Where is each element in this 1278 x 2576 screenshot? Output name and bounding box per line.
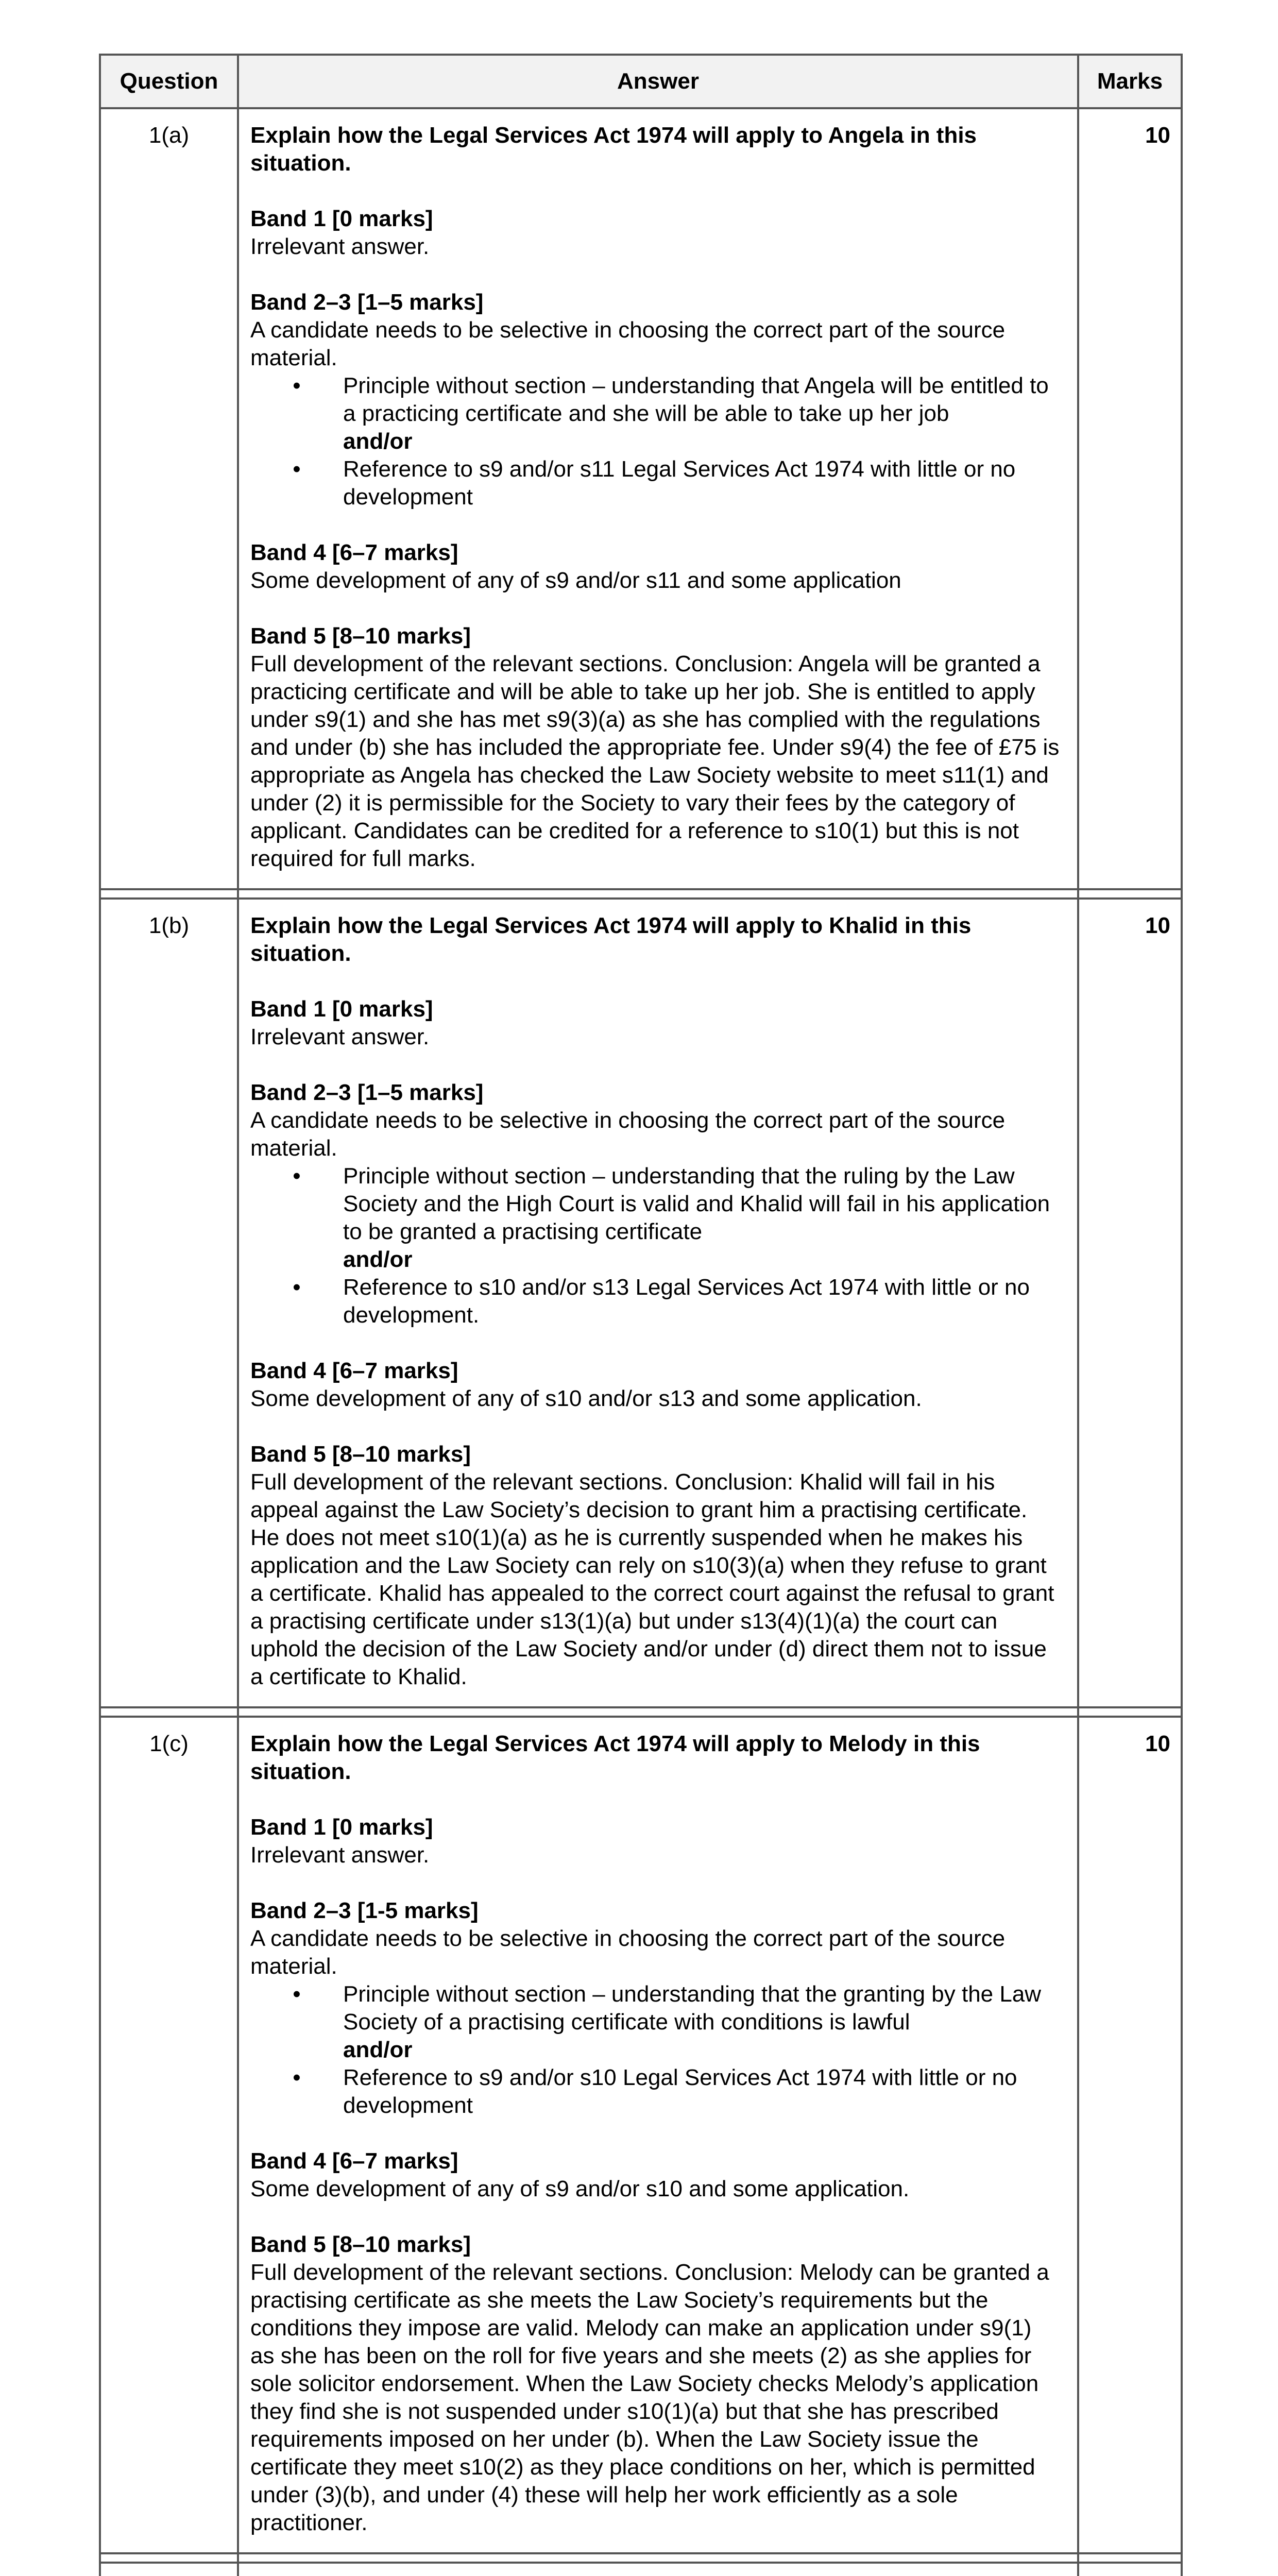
band-5 xyxy=(250,622,1062,873)
question-prompt: Explain how the Legal Services Act 1974 will apply to Melody in this situation. xyxy=(250,1731,980,1784)
bullet-item xyxy=(250,2064,1062,2120)
connector-text: and/or xyxy=(343,429,413,454)
band-title: Band 2–3 [1-5 marks] xyxy=(250,1898,479,1923)
bullet-item xyxy=(250,1162,1062,1246)
band-title: Band 4 [6–7 marks] xyxy=(250,2148,458,2174)
band-1 xyxy=(250,1814,1062,1869)
band-text: Full development of the relevant sections. Conclusion: Khalid will fail in his appeal against the Law Society’s decision to grant him a practising certificate. He does not meet s10(1)(a) as he is currently suspended when he makes his application and the Law Society can rely on s10(3)(a) when they refuse to grant a certificate. Khalid has appealed to the correct court against the refusal to grant a practising certificate under s13(1)(a) but under s13(4)(1)(a) the court can uphold the decision of the Law Society and/or under (d) direct them not to issue a certificate to Khalid. xyxy=(250,1469,1054,1689)
band-title: Band 5 [8–10 marks] xyxy=(250,2232,471,2257)
bullet-text: Principle without section – understanding that the ruling by the Law Society and the High Court is valid and Khalid will fail in his application to be granted a practising certificate xyxy=(343,1163,1050,1244)
question-number xyxy=(100,2563,238,2576)
band-title: Band 4 [6–7 marks] xyxy=(250,1358,458,1383)
bullet-text: Principle without section – understanding that Angela will be entitled to a practicing certificate and she will be able to take up her job xyxy=(343,373,1049,426)
question-prompt: Explain how the Legal Services Act 1974 will apply to Angela in this situation. xyxy=(250,123,977,176)
header-row xyxy=(100,55,1182,108)
band-title: Band 1 [0 marks] xyxy=(250,206,433,231)
row-divider xyxy=(100,2553,1182,2563)
band-text: Irrelevant answer. xyxy=(250,234,430,259)
row-divider xyxy=(100,1707,1182,1717)
table-row xyxy=(100,1717,1182,2553)
band-1 xyxy=(250,995,1062,1051)
band-4 xyxy=(250,539,1062,595)
marks-value: 10 xyxy=(1078,899,1182,1707)
connector-text: and/or xyxy=(343,2037,413,2062)
mark-scheme-table xyxy=(99,54,1183,2576)
question-prompt: Explain how the Legal Services Act 1974 will apply to Khalid in this situation. xyxy=(250,913,972,966)
band-5 xyxy=(250,1440,1062,1691)
band-title: Band 2–3 [1–5 marks] xyxy=(250,1080,484,1105)
band-2-3 xyxy=(250,289,1062,511)
band-text: Some development of any of s9 and/or s10 and some application. xyxy=(250,2176,910,2201)
band-text: Full development of the relevant sections. Conclusion: Angela will be granted a practicing certificate and will be able to take up her job. She is entitled to apply under s9(1) and she has met s9(3)(a) as she has complied with the regulations and under (b) she has included the appropriate fee. Under s9(4) the fee of £75 is appropriate as Angela has checked the Law Society website to meet s11(1) and under (2) it is permissible for the Society to vary their fees by the category of applicant. Candidates can be credited for a reference to s10(1) but this is not required for full marks. xyxy=(250,651,1060,871)
band-title: Band 5 [8–10 marks] xyxy=(250,623,471,649)
band-2-3 xyxy=(250,1897,1062,2120)
band-4 xyxy=(250,2147,1062,2203)
bullet-icon: • xyxy=(293,373,301,398)
band-title: Band 1 [0 marks] xyxy=(250,1815,433,1840)
band-4 xyxy=(250,1357,1062,1413)
header-question: Question xyxy=(100,55,238,108)
marks-value: 10 xyxy=(1078,108,1182,889)
row-divider xyxy=(100,889,1182,899)
bullet-icon: • xyxy=(293,2065,301,2090)
band-intro: A candidate needs to be selective in choosing the correct part of the source material. xyxy=(250,1108,1006,1161)
bullet-item xyxy=(250,455,1062,511)
bullet-icon: • xyxy=(293,456,301,482)
bullet-icon: • xyxy=(293,1981,301,2007)
band-text: Some development of any of s9 and/or s11 and some application xyxy=(250,568,901,593)
answer-cell xyxy=(238,2563,1078,2576)
table-row xyxy=(100,899,1182,1707)
answer-cell xyxy=(238,108,1078,889)
band-text: Irrelevant answer. xyxy=(250,1024,430,1049)
bullet-icon: • xyxy=(293,1163,301,1189)
bullet-text: Reference to s9 and/or s10 Legal Services Act 1974 with little or no development xyxy=(343,2065,1017,2118)
band-title: Band 4 [6–7 marks] xyxy=(250,540,458,565)
band-5 xyxy=(250,2231,1062,2537)
marks-value: 10 xyxy=(1078,1717,1182,2553)
band-intro: A candidate needs to be selective in choosing the correct part of the source material. xyxy=(250,317,1006,370)
bullet-text: Reference to s9 and/or s11 Legal Services Act 1974 with little or no development xyxy=(343,456,1016,510)
question-number: 1(a) xyxy=(100,108,238,889)
marks-value xyxy=(1078,2563,1182,2576)
bullet-item xyxy=(250,1274,1062,1329)
band-text: Full development of the relevant sections. Conclusion: Melody can be granted a practising certificate as she meets the Law Society’s requirements but the conditions they impose are valid. Melody can make an application under s9(1) as she has been on the roll for five years and she meets (2) as she applies for sole solicitor endorsement. When the Law Society checks Melody’s application they find she is not suspended under s10(1)(a) but that she has prescribed requirements imposed on her under (b). When the Law Society issue the certificate they meet s10(2) as they place conditions on her, which is permitted under (3)(b), and under (4) these will help her work efficiently as a sole practitioner. xyxy=(250,2260,1049,2535)
answer-cell xyxy=(238,1717,1078,2553)
band-1 xyxy=(250,205,1062,261)
bullet-item xyxy=(250,1980,1062,2036)
band-title: Band 1 [0 marks] xyxy=(250,996,433,1022)
band-text: Irrelevant answer. xyxy=(250,1842,430,1868)
bullet-text: Principle without section – understanding that the granting by the Law Society of a practising certificate with conditions is lawful xyxy=(343,1981,1042,2035)
band-title: Band 2–3 [1–5 marks] xyxy=(250,290,484,315)
band-intro: A candidate needs to be selective in choosing the correct part of the source material. xyxy=(250,1926,1006,1979)
table-row xyxy=(100,108,1182,889)
connector-text: and/or xyxy=(343,1247,413,1272)
band-text: Some development of any of s10 and/or s13 and some application. xyxy=(250,1386,922,1411)
table-row xyxy=(100,2563,1182,2576)
answer-cell xyxy=(238,899,1078,1707)
header-answer: Answer xyxy=(238,55,1078,108)
bullet-text: Reference to s10 and/or s13 Legal Services Act 1974 with little or no development. xyxy=(343,1275,1030,1328)
header-marks: Marks xyxy=(1078,55,1182,108)
bullet-item xyxy=(250,372,1062,428)
bullet-icon: • xyxy=(293,1275,301,1300)
band-2-3 xyxy=(250,1079,1062,1329)
question-number: 1(c) xyxy=(100,1717,238,2553)
band-title: Band 5 [8–10 marks] xyxy=(250,1442,471,1467)
question-number: 1(b) xyxy=(100,899,238,1707)
